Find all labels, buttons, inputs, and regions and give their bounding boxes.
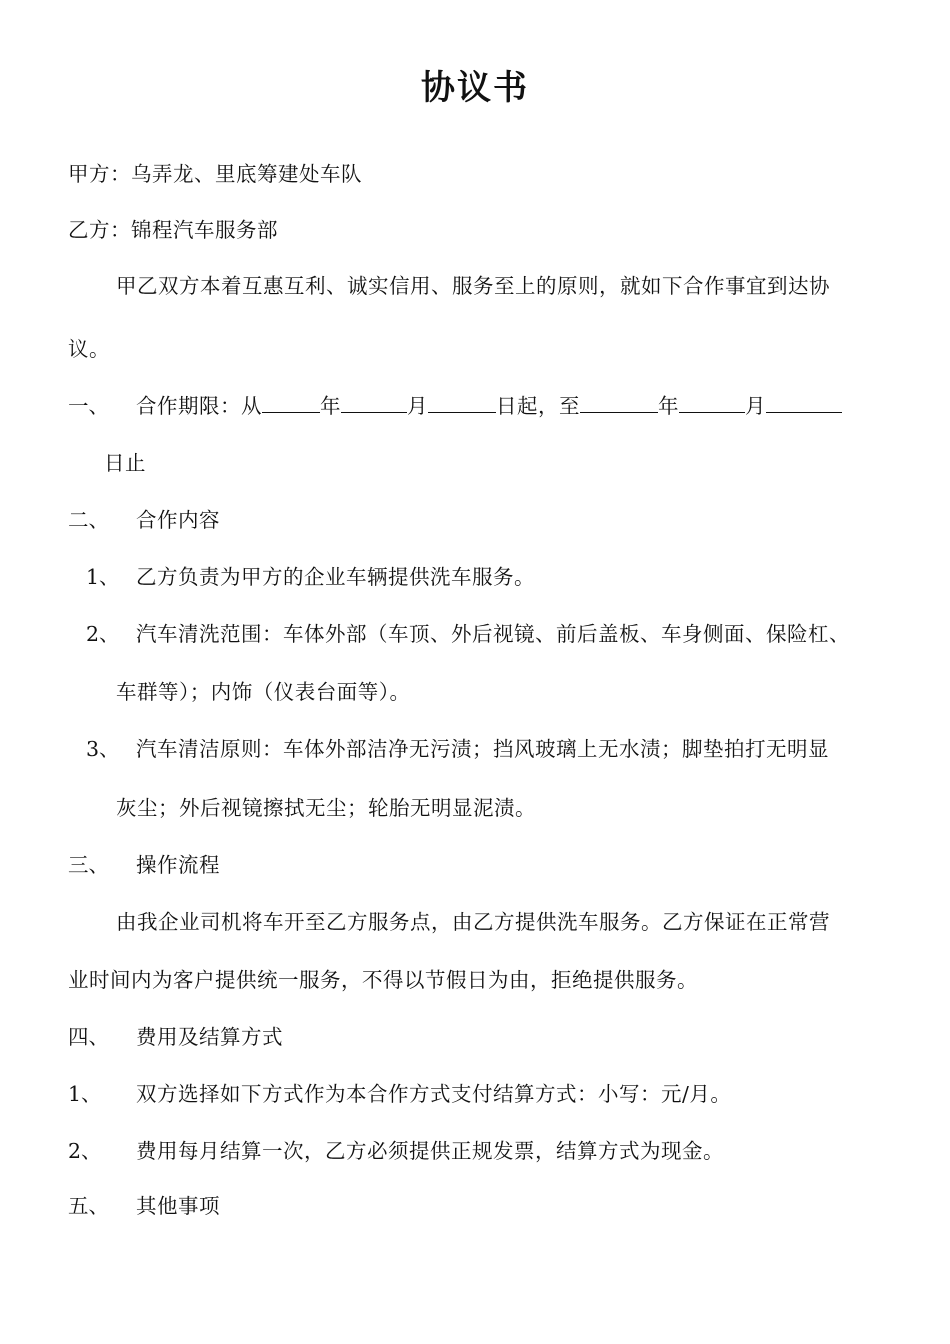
section-1-year-label: 年 [320,394,341,418]
section-1-number: 一、 [68,394,109,418]
section-3-para-line-2: 业时间内为客户提供统一服务，不得以节假日为由，拒绝提供服务。 [68,968,698,992]
intro-line-2: 议。 [68,337,110,361]
blank-end-month [679,392,745,413]
section-2-item-3-line-1: 汽车清洁原则：车体外部洁净无污渍；挡风玻璃上无水渍；脚垫拍打无明显 [136,737,829,761]
party-a: 甲方：乌弄龙、里底筹建处车队 [68,162,362,186]
document-title: 协议书 [421,68,529,108]
section-5-heading: 其他事项 [136,1194,220,1218]
section-1-month2-label: 月 [745,394,766,418]
blank-start-year [262,392,320,413]
section-2-item-2-number: 2、 [86,622,120,646]
section-1-from-label: 日起，至 [496,394,580,418]
section-3-number: 三、 [68,853,109,877]
intro-line-1: 甲乙双方本着互惠互利、诚实信用、服务至上的原则，就如下合作事宜到达协 [116,274,830,298]
section-2-item-3-line-2: 灰尘；外后视镜擦拭无尘；轮胎无明显泥渍。 [116,796,536,820]
section-2-item-3-number: 3、 [86,737,120,761]
section-4-item-2-number: 2、 [68,1139,102,1163]
section-2-item-2-line-1: 汽车清洗范围：车体外部（车顶、外后视镜、前后盖板、车身侧面、保险杠、 [136,622,850,646]
section-1-month-label: 月 [407,394,428,418]
section-4-item-2: 费用每月结算一次，乙方必须提供正规发票，结算方式为现金。 [136,1139,724,1163]
section-4-heading: 费用及结算方式 [136,1025,283,1049]
section-2-item-1: 乙方负责为甲方的企业车辆提供洗车服务。 [136,565,535,589]
section-3-heading: 操作流程 [136,853,220,877]
section-4-item-1-number: 1、 [68,1082,102,1106]
section-2-item-2-line-2: 车群等）；内饰（仪表台面等）。 [116,680,411,704]
blank-end-day [766,392,842,413]
section-1-label: 合作期限：从 [136,394,262,418]
section-2-number: 二、 [68,508,109,532]
section-2-heading: 合作内容 [136,508,220,532]
section-1-term-line [136,392,842,420]
section-4-number: 四、 [68,1025,109,1049]
section-1-end: 日止 [104,451,146,475]
blank-end-year [580,392,658,413]
party-b: 乙方：锦程汽车服务部 [68,218,278,242]
section-1-year2-label: 年 [658,394,679,418]
section-4-item-1: 双方选择如下方式作为本合作方式支付结算方式：小写：元/月。 [136,1082,732,1106]
section-2-item-1-number: 1、 [86,565,120,589]
blank-start-month [341,392,407,413]
section-5-number: 五、 [68,1194,109,1218]
section-3-para-line-1: 由我企业司机将车开至乙方服务点，由乙方提供洗车服务。乙方保证在正常营 [116,910,830,934]
blank-start-day [428,392,496,413]
